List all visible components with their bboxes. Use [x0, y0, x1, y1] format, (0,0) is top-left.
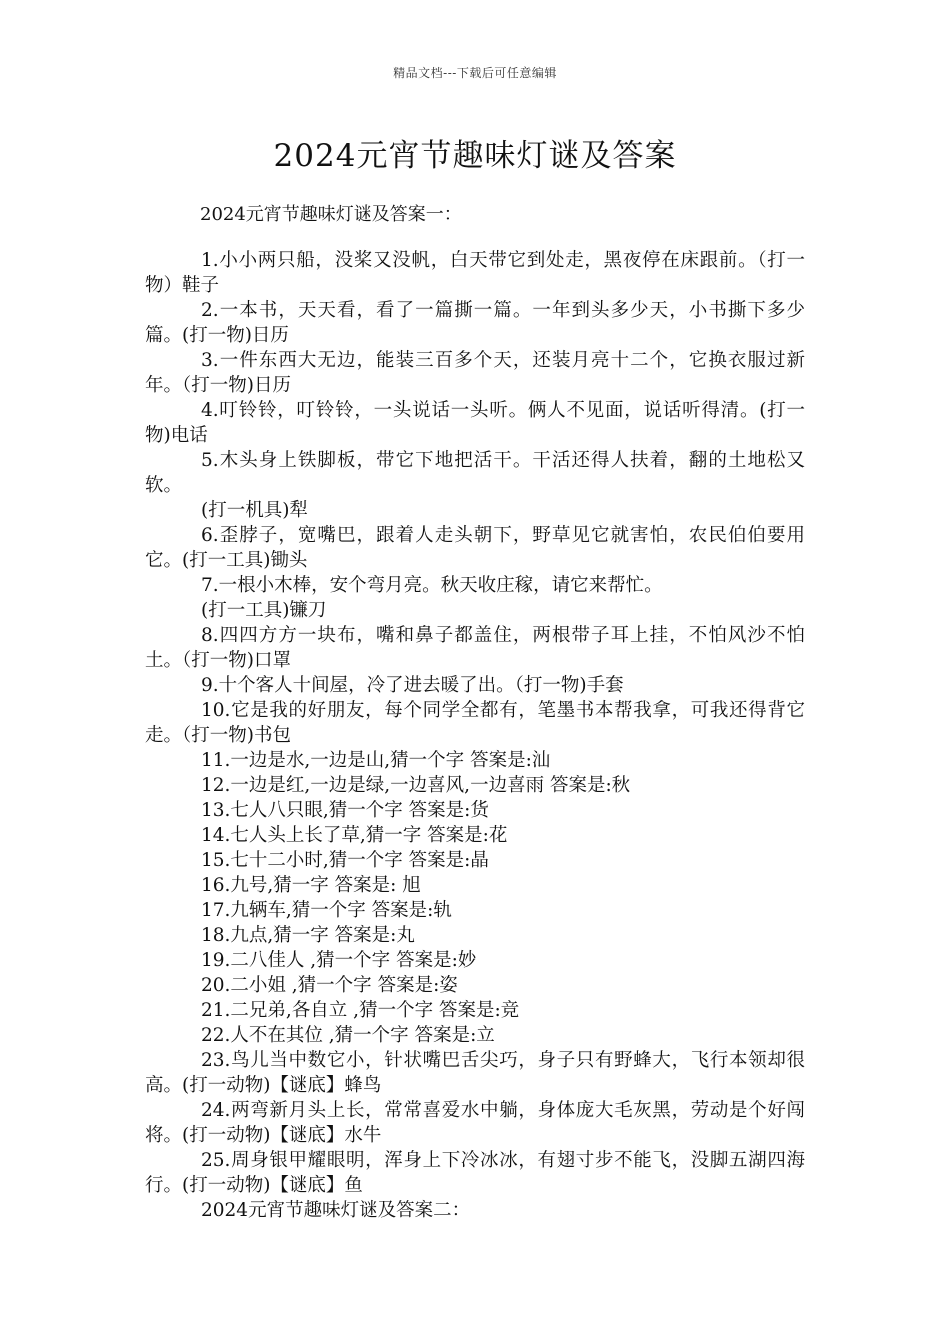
riddle-5-answer: (打一机具)犁: [201, 500, 308, 521]
riddle-22: 22.人不在其位 ,猜一个字 答案是:立: [201, 1025, 495, 1046]
riddle-9: 9.十个客人十间屋，冷了进去暖了出。（打一物)手套: [201, 675, 624, 696]
riddle-list: [145, 248, 805, 1223]
section-heading-one: 2024元宵节趣味灯谜及答案一：: [200, 204, 462, 225]
riddle-19: 19.二八佳人 ,猜一个字 答案是:妙: [201, 950, 477, 971]
riddle-11: 11.一边是水,一边是山,猜一个字 答案是:汕: [201, 750, 551, 771]
riddle-10: 10.它是我的好朋友，每个同学全都有，笔墨书本帮我拿，可我还得背它走。（打一物)书包: [145, 700, 805, 746]
riddle-24: 24.两弯新月头上长，常常喜爱水中躺，身体庞大毛灰黑，劳动是个好闯将。(打一动物)【谜底】水牛: [145, 1100, 805, 1146]
riddle-13: 13.七人八只眼,猜一个字 答案是:货: [201, 800, 489, 821]
riddle-4: 4.叮铃铃，叮铃铃，一头说话一头听。俩人不见面，说话听得清。(打一物)电话: [145, 400, 805, 446]
riddle-20: 20.二小姐 ,猜一个字 答案是:姿: [201, 975, 458, 996]
riddle-3: 3.一件东西大无边，能装三百多个天，还装月亮十二个，它换衣服过新年。（打一物)日历: [145, 350, 805, 396]
riddle-6: 6.歪脖子，宽嘴巴，跟着人走头朝下，野草见它就害怕，农民伯伯要用它。(打一工具)锄头: [145, 525, 805, 571]
riddle-1: 1.小小两只船，没桨又没帆，白天带它到处走，黑夜停在床跟前。（打一物）鞋子: [145, 250, 805, 296]
section-heading-two: 2024元宵节趣味灯谜及答案二：: [201, 1200, 471, 1221]
riddle-2: 2.一本书，天天看，看了一篇撕一篇。一年到头多少天，小书撕下多少篇。(打一物)日历: [145, 300, 805, 346]
riddle-14: 14.七人头上长了草,猜一字 答案是:花: [201, 825, 508, 846]
riddle-8: 8.四四方方一块布，嘴和鼻子都盖住，两根带子耳上挂，不怕风沙不怕土。（打一物)口罩: [145, 625, 805, 671]
riddle-16: 16.九号,猜一字 答案是: 旭: [201, 875, 421, 896]
page-header: 精品文档---下载后可任意编辑: [393, 66, 557, 80]
riddle-25: 25.周身银甲耀眼明，浑身上下冷冰冰，有翅寸步不能飞，没脚五湖四海行。(打一动物)【谜底】鱼: [145, 1150, 805, 1196]
riddle-23: 23.鸟儿当中数它小，针状嘴巴舌尖巧，身子只有野蜂大，飞行本领却很高。(打一动物)【谜底】蜂鸟: [145, 1050, 805, 1096]
riddle-7: 7.一根小木棒，安个弯月亮。秋天收庄稼，请它来帮忙。: [201, 575, 663, 596]
riddle-17: 17.九辆车,猜一个字 答案是:轨: [201, 900, 452, 921]
riddle-21: 21.二兄弟,各自立 ,猜一个字 答案是:竞: [201, 1000, 520, 1021]
riddle-12: 12.一边是红,一边是绿,一边喜风,一边喜雨 答案是:秋: [201, 775, 631, 796]
riddle-5: 5.木头身上铁脚板，带它下地把活干。干活还得人扶着，翻的土地松又软。: [145, 450, 805, 496]
riddle-18: 18.九点,猜一字 答案是:丸: [201, 925, 415, 946]
riddle-7-answer: (打一工具)镰刀: [201, 600, 327, 621]
document-title: 2024元宵节趣味灯谜及答案: [273, 138, 677, 174]
riddle-15: 15.七十二小时,猜一个字 答案是:晶: [201, 850, 489, 871]
